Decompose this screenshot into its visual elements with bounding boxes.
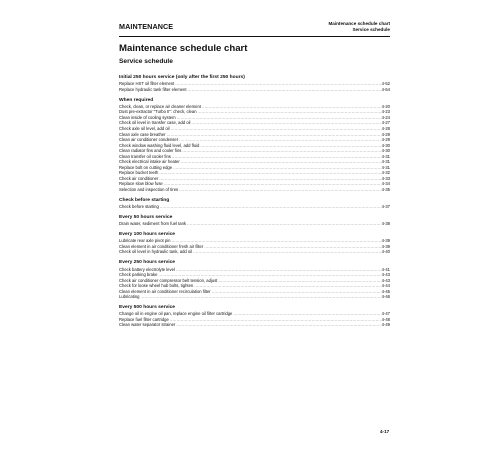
dot-leader (187, 221, 381, 227)
item-page-ref: 4-32 (381, 170, 390, 176)
item-page-ref: 4-39 (381, 243, 390, 249)
item-label: Check axle oil level, add oil (119, 126, 170, 131)
item-label: Replace bucket teeth (119, 170, 159, 176)
section-title: Check before starting (119, 197, 170, 203)
item-label: Replace fuel filter cartridge (119, 316, 169, 322)
item-page-ref: 4-30 (381, 142, 390, 148)
schedule-item (119, 204, 390, 210)
item-label: Check battery electrolyte level (119, 266, 175, 272)
item-label: Replace HST oil filter element (119, 81, 175, 87)
section-title: Every 100 hours service (119, 232, 176, 238)
item-label: Replace slow blow fuse (119, 181, 163, 187)
item-page-ref: 4-38 (381, 221, 390, 227)
item-page-ref: 4-28 (381, 126, 390, 131)
item-label: Clean element in air conditioner recirculation filter (119, 288, 211, 294)
item-label: Check before starting (119, 203, 159, 209)
dot-leader (179, 187, 380, 193)
item-page-ref: 4-39 (381, 238, 390, 244)
item-page-ref: 4-24 (381, 114, 390, 120)
item-label: Check air conditioner (119, 175, 159, 181)
item-page-ref: 4-27 (381, 120, 390, 126)
item-label: Check oil level in transfer case, add oil (119, 120, 191, 126)
item-label: Lubricate rear axle pivot pin (119, 238, 171, 244)
item-label: Check window washing fluid level, add fluid (119, 142, 200, 148)
schedule-section (119, 260, 390, 299)
item-page-ref: 4-31 (381, 153, 390, 159)
schedule-item (119, 87, 390, 93)
dot-leader (188, 87, 381, 93)
item-page-ref: 4-40 (381, 249, 390, 255)
header-chapter: Maintenance schedule chart (328, 21, 390, 26)
item-label: Replace bolt on cutting edge (119, 164, 173, 170)
schedule-sections (119, 75, 390, 328)
item-page-ref: 4-31 (381, 159, 390, 165)
item-label: Check parking brake (119, 272, 158, 278)
item-label: Check for loose wheel hub bolts, tighten (119, 283, 194, 289)
schedule-section (119, 215, 390, 227)
item-page-ref: 4-43 (381, 277, 390, 283)
item-page-ref: 4-43 (381, 272, 390, 278)
schedule-item (119, 221, 390, 227)
document-page (119, 20, 390, 333)
dot-leader (160, 204, 381, 210)
section-title: Every 500 hours service (119, 305, 176, 311)
item-page-ref: 4-23 (381, 109, 390, 115)
schedule-section (119, 75, 390, 92)
item-label: Drain water, sediment from fuel tank (119, 221, 187, 227)
dot-leader (141, 294, 381, 300)
item-label: Check electrical intake air heater (119, 159, 180, 165)
schedule-section (119, 232, 390, 255)
item-label: Clean radiator fins and cooler fins (119, 148, 182, 154)
item-label: Clean axle case breather (119, 131, 166, 137)
section-title: When required (119, 97, 154, 103)
item-label: Replace hydraulic tank filter element (119, 86, 187, 92)
item-label: Clean water separator strainer (119, 322, 176, 328)
item-page-ref: 4-37 (381, 203, 390, 209)
item-page-ref: 4-48 (381, 316, 390, 322)
item-page-ref: 4-29 (381, 131, 390, 137)
item-page-ref: 4-31 (381, 164, 390, 170)
item-page-ref: 4-34 (381, 181, 390, 187)
item-label: Check, clean, or replace air cleaner element (119, 103, 201, 109)
item-page-ref: 4-35 (381, 186, 390, 192)
item-label: Dust pre-extractor "Turbo II": check, clean (119, 109, 197, 115)
page-title: Maintenance schedule chart (119, 43, 248, 54)
schedule-item (119, 249, 390, 255)
item-page-ref: 4-45 (381, 288, 390, 294)
dot-leader (176, 322, 380, 328)
item-label: Check oil level in hydraulic tank, add oil (119, 249, 193, 255)
item-page-ref: 4-44 (381, 283, 390, 289)
item-page-ref: 4-46 (381, 294, 390, 300)
section-title: Initial 250 hours service (only after the first 250 hours) (119, 75, 245, 80)
header-breadcrumb (328, 21, 390, 33)
section-title: Every 250 hours service (119, 260, 176, 266)
schedule-item (119, 187, 390, 193)
item-page-ref: 4-54 (381, 86, 390, 92)
item-label: Clean transfer oil cooler fins (119, 153, 171, 159)
item-label: Clean inside of cooling system (119, 114, 176, 120)
header-subchapter: Service schedule (352, 27, 390, 32)
section-title: Every 50 hours service (119, 214, 173, 220)
item-label: Selection and inspection of tires (119, 186, 179, 192)
schedule-item (119, 294, 390, 300)
item-page-ref: 4-47 (381, 311, 390, 317)
item-page-ref: 4-33 (381, 175, 390, 181)
dot-leader (193, 249, 381, 255)
schedule-section (119, 305, 390, 328)
header-section-name: MAINTENANCE (119, 22, 174, 31)
item-page-ref: 4-29 (381, 137, 390, 143)
item-page-ref: 4-52 (381, 81, 390, 87)
item-label: Check air conditioner compressor belt tension, adjust (119, 277, 218, 283)
schedule-item (119, 322, 390, 328)
item-label: Clean element in air conditioner fresh air filter (119, 243, 204, 249)
item-page-ref: 4-49 (381, 322, 390, 328)
item-page-ref: 4-41 (381, 266, 390, 272)
item-page-ref: 4-20 (381, 103, 390, 109)
page-number: 4-17 (380, 429, 390, 434)
item-page-ref: 4-30 (381, 148, 390, 154)
item-label: Clean air conditioner condenser (119, 137, 179, 143)
item-label: Lubricating (119, 294, 140, 300)
running-header (119, 20, 390, 37)
schedule-section (119, 198, 390, 210)
page-subtitle: Service schedule (119, 58, 173, 65)
item-label: Change oil in engine oil pan, replace engine oil filter cartridge (119, 311, 233, 317)
schedule-section (119, 98, 390, 192)
